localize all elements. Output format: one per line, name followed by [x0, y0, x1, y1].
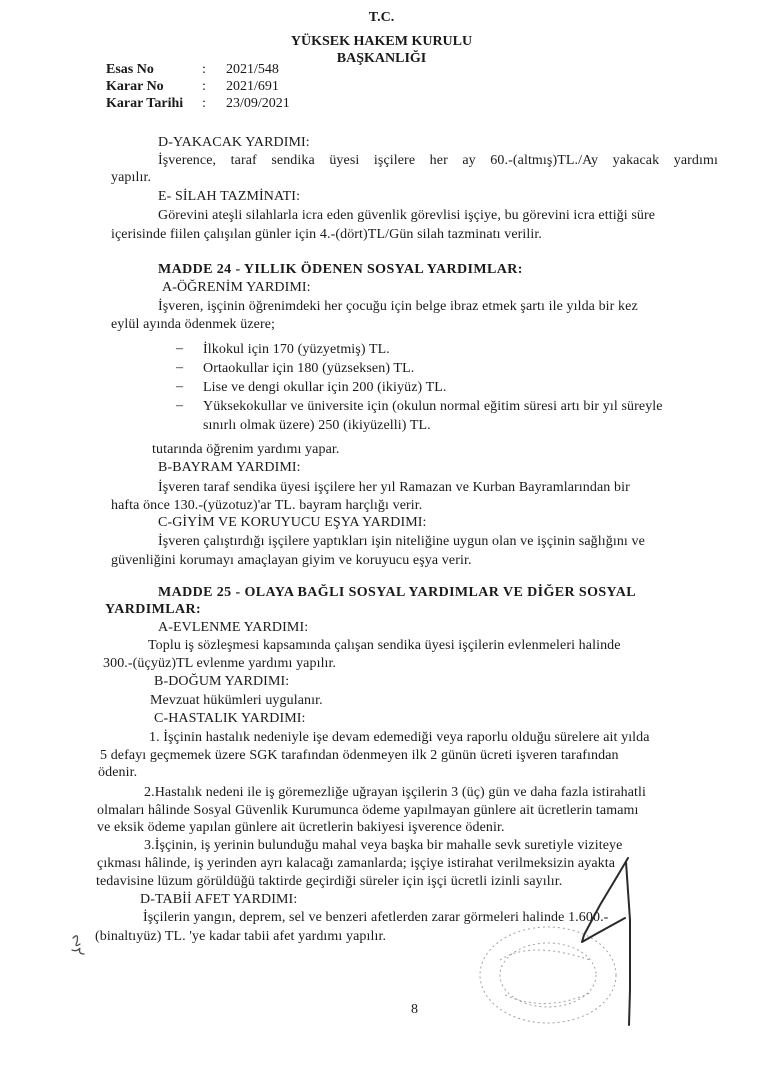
paragraph-line: Mevzuat hükümleri uygulanır.: [150, 693, 323, 708]
meta-label: Karar No: [106, 79, 164, 94]
paragraph-line: İşveren, işçinin öğrenimdeki her çocuğu için belge ibraz etmek şartı ile yılda bir kez: [158, 299, 638, 314]
paragraph-line: olmaları hâlinde Sosyal Güvenlik Kurumunca ödeme yapılmayan günlere ait ücretlerin tamamı: [97, 803, 639, 818]
article-24-title: MADDE 24 - YILLIK ÖDENEN SOSYAL YARDIMLAR:: [158, 262, 523, 277]
section-title-yakacak: D-YAKACAK YARDIMI:: [158, 135, 310, 150]
paragraph-line: çıkması hâlinde, iş yerinden ayrı kalacağı zamanlarda; işçiye istirahat verilmeksizin ayakta: [97, 856, 616, 871]
list-dash: –: [176, 360, 183, 375]
list-item: Ortaokullar için 180 (yüzseksen) TL.: [203, 361, 415, 376]
paragraph-line: (binaltıyüz) TL. 'ye kadar tabii afet yardımı yapılır.: [95, 929, 387, 944]
header-tc: T.C.: [368, 10, 395, 25]
paragraph-line: İşverence, taraf sendika üyesi işçilere her ay 60.-(altmış)TL./Ay yakacak yardımı: [158, 153, 718, 168]
page-number: 8: [411, 1002, 418, 1017]
paragraph-line: 5 defayı geçmemek üzere SGK tarafından ödenmeyen ilk 2 günün ücreti işveren tarafından: [100, 748, 619, 763]
meta-label: Esas No: [106, 62, 154, 77]
paragraph-line: içerisinde fiilen çalışılan günler için 4.-(dört)TL/Gün silah tazminatı verilir.: [111, 227, 542, 242]
list-item: İlkokul için 170 (yüzyetmiş) TL.: [203, 342, 390, 357]
meta-sep: :: [202, 79, 206, 94]
section-title-giyim: C-GİYİM VE KORUYUCU EŞYA YARDIMI:: [158, 515, 427, 530]
paragraph-line: Toplu iş sözleşmesi kapsamında çalışan sendika üyesi işçilerin evlenmeleri halinde: [148, 638, 621, 653]
list-item: Lise ve dengi okullar için 200 (ikiyüz) TL.: [203, 380, 447, 395]
section-title-hastalik: C-HASTALIK YARDIMI:: [154, 711, 306, 726]
section-title-evlenme: A-EVLENME YARDIMI:: [158, 620, 309, 635]
article-25-title: MADDE 25 - OLAYA BAĞLI SOSYAL YARDIMLAR VE DİĞER SOSYAL: [158, 585, 637, 600]
meta-sep: :: [202, 96, 206, 111]
paragraph-line: İşçilerin yangın, deprem, sel ve benzeri afetlerden zarar görmeleri halinde 1.600.-: [143, 910, 609, 925]
paragraph-line: tedavisine lüzum görüldüğü taktirde geçirdiği süreler için işçi ücretli izinli sayılır.: [96, 874, 563, 889]
section-title-silah: E- SİLAH TAZMİNATI:: [158, 189, 301, 204]
list-item: Yüksekokullar ve üniversite için (okulun normal eğitim süresi artı bir yıl süreyle: [203, 399, 663, 414]
paragraph-line: eylül ayında ödenmek üzere;: [111, 317, 276, 332]
paragraph-line: İşveren taraf sendika üyesi işçilere her yıl Ramazan ve Kurban Bayramlarından bir: [158, 480, 630, 495]
header-institution: YÜKSEK HAKEM KURULU: [290, 34, 473, 49]
meta-sep: :: [202, 62, 206, 77]
meta-value-esas: 2021/548: [226, 62, 279, 77]
stamp-graphic: [480, 927, 616, 1023]
small-handwritten-mark: [72, 936, 84, 954]
meta-value-karar: 2021/691: [226, 79, 279, 94]
meta-label: Karar Tarihi: [106, 96, 184, 111]
meta-value-tarih: 23/09/2021: [226, 96, 290, 111]
paragraph-line: hafta önce 130.-(yüzotuz)'ar TL. bayram harçlığı verir.: [111, 498, 423, 513]
list-item-continuation: sınırlı olmak üzere) 250 (ikiyüzelli) TL.: [203, 418, 431, 433]
paragraph-line: 1. İşçinin hastalık nedeniyle işe devam edemediği veya raporlu olduğu sürelere ait yılda: [149, 730, 650, 745]
paragraph-line: ve eksik ödeme yapılan günlere ait ücretlerin bakiyesi işverence ödenir.: [97, 820, 505, 835]
paragraph-line: İşveren çalıştırdığı işçilere yaptıkları işin niteliğine uygun olan ve işçinin sağlığını ve: [158, 534, 645, 549]
section-title-ogrenim: A-ÖĞRENİM YARDIMI:: [162, 280, 311, 295]
list-dash: –: [176, 341, 183, 356]
paragraph-line: 3.İşçinin, iş yerinin bulunduğu mahal veya başka bir mahalle sevk suretiyle viziteye: [144, 838, 623, 853]
paragraph-line: Görevini ateşli silahlarla icra eden güvenlik görevlisi işçiye, bu görevini icra ettiği süre: [158, 208, 656, 223]
paragraph-line: 300.-(üçyüz)TL evlenme yardımı yapılır.: [103, 656, 337, 671]
list-dash: –: [176, 398, 183, 413]
signature-mark: [582, 858, 630, 1025]
section-title-afet: D-TABİİ AFET YARDIMI:: [140, 892, 298, 907]
section-title-dogum: B-DOĞUM YARDIMI:: [154, 674, 290, 689]
paragraph-line: ödenir.: [98, 765, 138, 780]
header-presidency: BAŞKANLIĞI: [336, 51, 427, 66]
paragraph-line: tutarında öğrenim yardımı yapar.: [152, 442, 340, 457]
section-title-bayram: B-BAYRAM YARDIMI:: [158, 460, 301, 475]
paragraph-line: 2.Hastalık nedeni ile iş göremezliğe uğrayan işçilerin 3 (üç) gün ve daha fazla istirahatli: [144, 785, 647, 800]
paragraph-line: yapılır.: [111, 170, 152, 185]
list-dash: –: [176, 379, 183, 394]
paragraph-line: güvenliğini korumayı amaçlayan giyim ve koruyucu eşya verir.: [111, 553, 472, 568]
article-25-title-cont: YARDIMLAR:: [105, 602, 202, 617]
